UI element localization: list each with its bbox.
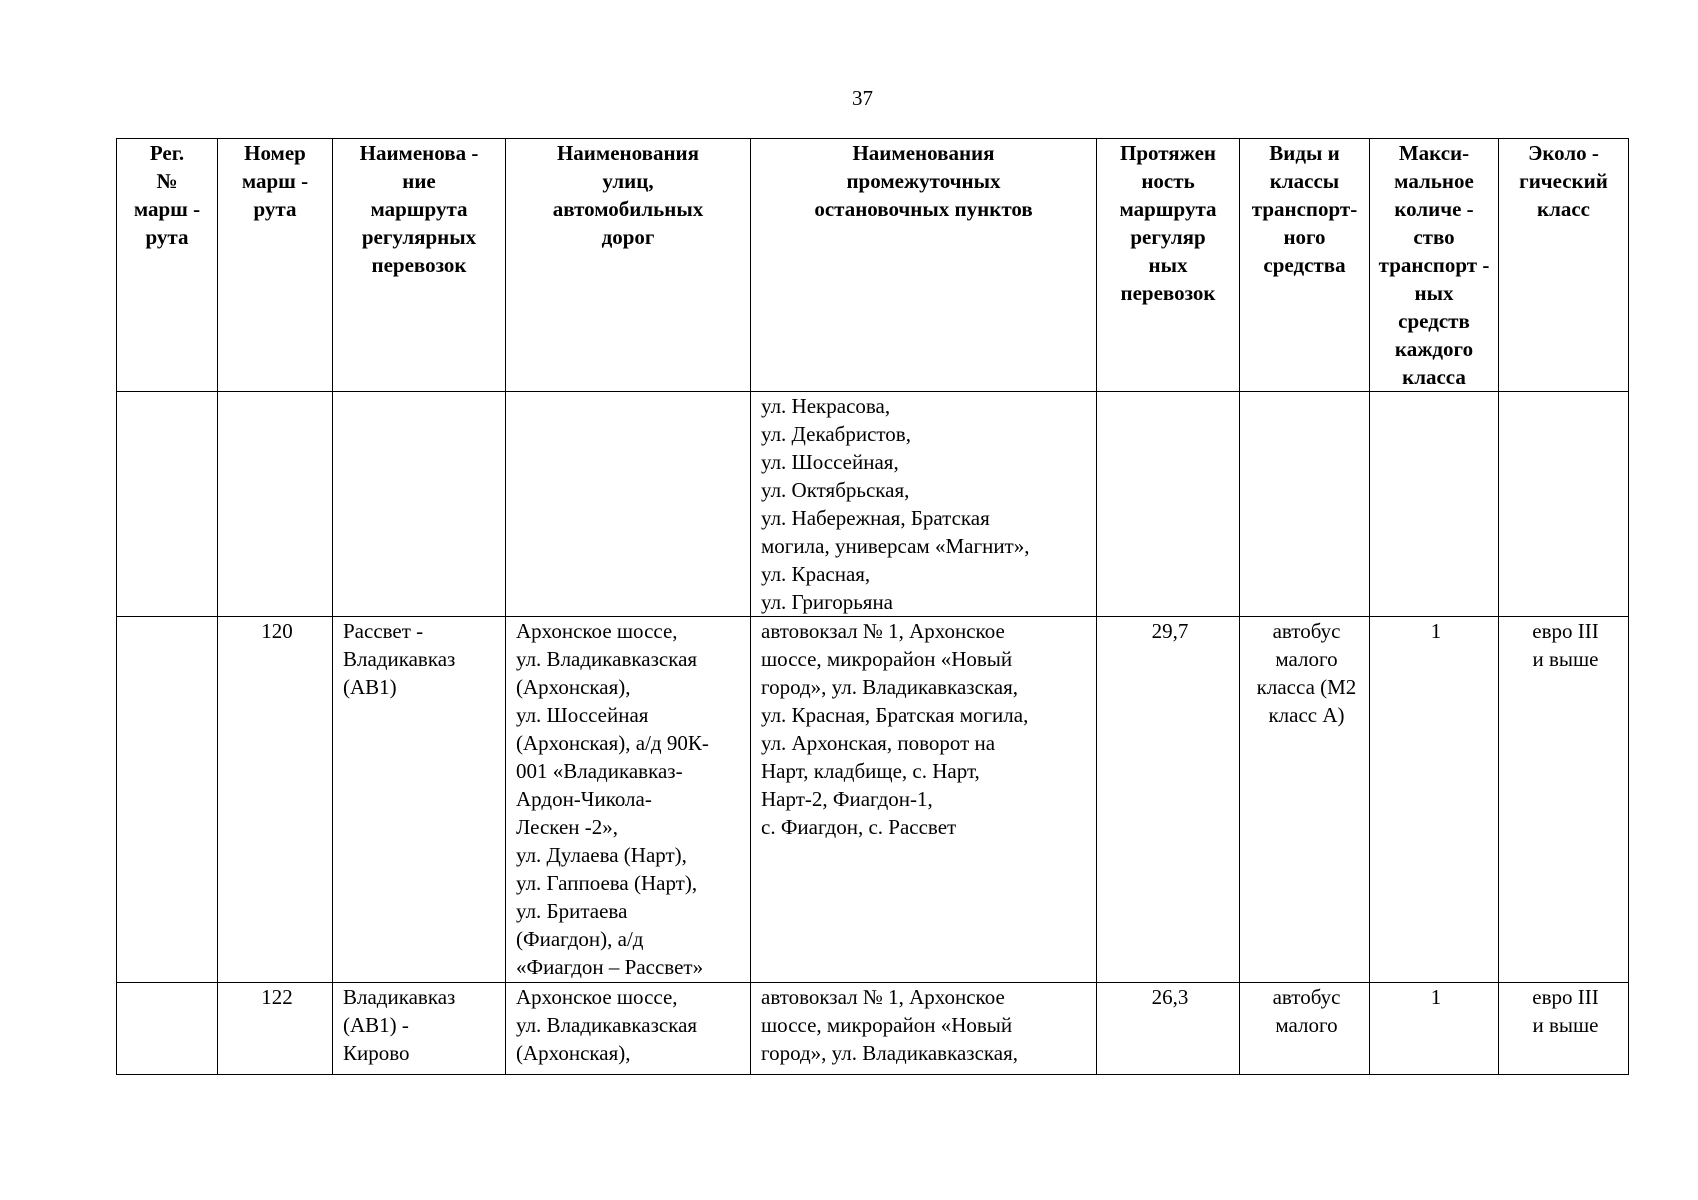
cell-route-number — [218, 617, 333, 983]
cell-line: (Архонская), а/д 90К- — [516, 731, 709, 755]
cell-line: ул. Владикавказская — [516, 1013, 698, 1037]
cell-line: ных — [1414, 281, 1454, 305]
cell-line: автобус — [1272, 985, 1341, 1009]
cell-reg-number — [117, 392, 218, 617]
cell-eco-class — [1499, 617, 1629, 983]
cell-line: ул. Архонская, поворот на — [761, 731, 996, 755]
cell-line: Виды и — [1269, 141, 1340, 165]
cell-line: Наименования — [556, 141, 700, 165]
cell-line: автовокзал № 1, Архонское — [761, 619, 1005, 643]
routes-table — [116, 138, 1629, 1075]
cell-line: Рассвет - — [343, 619, 424, 643]
cell-line: Кирово — [343, 1041, 410, 1065]
cell-line: Владикавказ — [343, 985, 456, 1009]
cell-line: ул. Владикавказская — [516, 647, 698, 671]
cell-line: Номер — [244, 141, 306, 165]
cell-line: евро III — [1532, 985, 1599, 1009]
cell-line: ул. Шоссейная, — [761, 450, 899, 474]
cell-line: класс А) — [1268, 703, 1345, 727]
cell-line: ность — [1141, 169, 1195, 193]
cell-line: дорог — [601, 225, 655, 249]
cell-line: с. Фиагдон, с. Рассвет — [761, 815, 957, 839]
cell-line: количе - — [1394, 197, 1474, 221]
cell-line: «Фиагдон – Рассвет» — [516, 955, 704, 979]
cell-line: ул. Красная, Братская могила, — [761, 703, 1029, 727]
cell-line: (АВ1) — [343, 675, 397, 699]
cell-line: Нарт-2, Фиагдон-1, — [761, 787, 933, 811]
cell-line: 001 «Владикавказ- — [516, 759, 683, 783]
cell-line: марш - — [133, 197, 201, 221]
header-max-vehicles — [1370, 139, 1499, 392]
cell-line: малого — [1275, 647, 1338, 671]
cell-line: город», ул. Владикавказская, — [761, 675, 1019, 699]
cell-line: класса (М2 — [1256, 675, 1357, 699]
cell-line: Наименования — [852, 141, 995, 165]
cell-vehicle-class — [1240, 392, 1370, 617]
cell-line: Архонское шоссе, — [516, 619, 678, 643]
cell-vehicle-class — [1240, 617, 1370, 983]
cell-max-vehicles — [1370, 392, 1499, 617]
cell-line: регулярных — [361, 225, 477, 249]
cell-line: ного — [1283, 225, 1326, 249]
header-route-number — [218, 139, 333, 392]
cell-streets — [506, 392, 751, 617]
cell-line: классы — [1269, 169, 1340, 193]
cell-line: класса — [1402, 365, 1466, 389]
cell-line: Владикавказ — [343, 647, 456, 671]
cell-streets — [506, 617, 751, 983]
header-streets — [506, 139, 751, 392]
header-stops — [751, 139, 1097, 392]
cell-line: ул. Григорьяна — [761, 590, 893, 614]
cell-vehicle-class — [1240, 983, 1370, 1075]
cell-line: и выше — [1532, 647, 1599, 671]
cell-line: (Архонская), — [516, 675, 631, 699]
table-row — [117, 617, 1629, 983]
cell-line: марш - — [241, 169, 309, 193]
cell-line: ул. Набережная, Братская — [761, 506, 990, 530]
cell-line: 122 — [261, 985, 293, 1009]
cell-reg-number — [117, 983, 218, 1075]
cell-length — [1097, 392, 1240, 617]
header-row — [117, 139, 1629, 392]
cell-line: ул. Некрасова, — [761, 394, 891, 418]
cell-line: ние — [402, 169, 436, 193]
cell-line: автобус — [1272, 619, 1341, 643]
cell-line: автовокзал № 1, Архонское — [761, 985, 1005, 1009]
cell-line: остановочных пунктов — [814, 197, 1033, 221]
cell-stops — [751, 392, 1097, 617]
cell-line: (АВ1) - — [343, 1013, 409, 1037]
cell-line: Макси- — [1398, 141, 1470, 165]
header-route-name — [333, 139, 506, 392]
cell-streets — [506, 983, 751, 1075]
cell-eco-class — [1499, 392, 1629, 617]
cell-length — [1097, 617, 1240, 983]
cell-line: Эколо - — [1528, 141, 1599, 165]
cell-eco-class — [1499, 983, 1629, 1075]
cell-line: маршрута — [370, 197, 468, 221]
cell-line: средств — [1398, 309, 1470, 333]
cell-max-vehicles — [1370, 617, 1499, 983]
cell-line: гический — [1519, 169, 1608, 193]
cell-line: каждого — [1394, 337, 1474, 361]
cell-line: ных — [1148, 253, 1188, 277]
cell-line: Нарт, кладбище, с. Нарт, — [761, 759, 980, 783]
cell-line: мальное — [1394, 169, 1474, 193]
cell-line: Ардон-Чикола- — [516, 787, 652, 811]
cell-route-name — [333, 392, 506, 617]
cell-line: средства — [1263, 253, 1346, 277]
cell-line: класс — [1536, 197, 1591, 221]
cell-route-number — [218, 392, 333, 617]
cell-line: Лескен -2», — [516, 815, 618, 839]
cell-line: транспорт - — [1378, 253, 1490, 277]
cell-line: Архонское шоссе, — [516, 985, 678, 1009]
cell-line: шоссе, микрорайон «Новый — [761, 647, 1013, 671]
cell-line: ул. Октябрьская, — [761, 478, 910, 502]
cell-line: перевозок — [1120, 281, 1216, 305]
cell-route-name — [333, 983, 506, 1075]
cell-line: Протяжен — [1119, 141, 1216, 165]
cell-route-name — [333, 617, 506, 983]
cell-line: евро III — [1532, 619, 1599, 643]
cell-route-number — [218, 983, 333, 1075]
cell-stops — [751, 617, 1097, 983]
cell-line: Наименова - — [359, 141, 479, 165]
cell-line: (Архонская), — [516, 1041, 631, 1065]
cell-line: (Фиагдон), а/д — [516, 927, 644, 951]
cell-line: малого — [1275, 1013, 1338, 1037]
cell-line: ул. Шоссейная — [516, 703, 649, 727]
cell-line: 120 — [261, 619, 293, 643]
cell-line: автомобильных — [552, 197, 704, 221]
cell-line: ул. Гаппоева (Нарт), — [516, 871, 698, 895]
header-length — [1097, 139, 1240, 392]
page-number: 37 — [852, 86, 873, 110]
cell-line: Рег. — [149, 141, 185, 165]
cell-line: 1 — [1430, 985, 1442, 1009]
cell-line: № — [156, 169, 178, 193]
cell-line: город», ул. Владикавказская, — [761, 1041, 1019, 1065]
cell-reg-number — [117, 617, 218, 983]
cell-line: и выше — [1532, 1013, 1599, 1037]
cell-line: транспорт- — [1251, 197, 1358, 221]
cell-line: ство — [1413, 225, 1455, 249]
cell-line: шоссе, микрорайон «Новый — [761, 1013, 1013, 1037]
header-eco-class — [1499, 139, 1629, 392]
cell-line: ул. Декабристов, — [761, 422, 911, 446]
cell-line: регуляр — [1130, 225, 1206, 249]
cell-line: перевозок — [371, 253, 467, 277]
cell-line: ул. Дулаева (Нарт), — [516, 843, 687, 867]
cell-line: маршрута — [1119, 197, 1217, 221]
cell-line: 26,3 — [1151, 985, 1189, 1009]
cell-line: улиц, — [602, 169, 654, 193]
cell-line: 1 — [1430, 619, 1442, 643]
cell-max-vehicles — [1370, 983, 1499, 1075]
cell-line: 29,7 — [1151, 619, 1189, 643]
cell-length — [1097, 983, 1240, 1075]
cell-stops — [751, 983, 1097, 1075]
cell-line: промежуточных — [846, 169, 1001, 193]
cell-line: рута — [253, 197, 297, 221]
table-row — [117, 392, 1629, 617]
header-vehicle-class — [1240, 139, 1370, 392]
cell-line: рута — [145, 225, 189, 249]
cell-line: могила, универсам «Магнит», — [761, 534, 1030, 558]
cell-line: ул. Красная, — [761, 562, 871, 586]
table-row — [117, 983, 1629, 1075]
header-reg-number — [117, 139, 218, 392]
cell-line: ул. Бритаева — [516, 899, 628, 923]
